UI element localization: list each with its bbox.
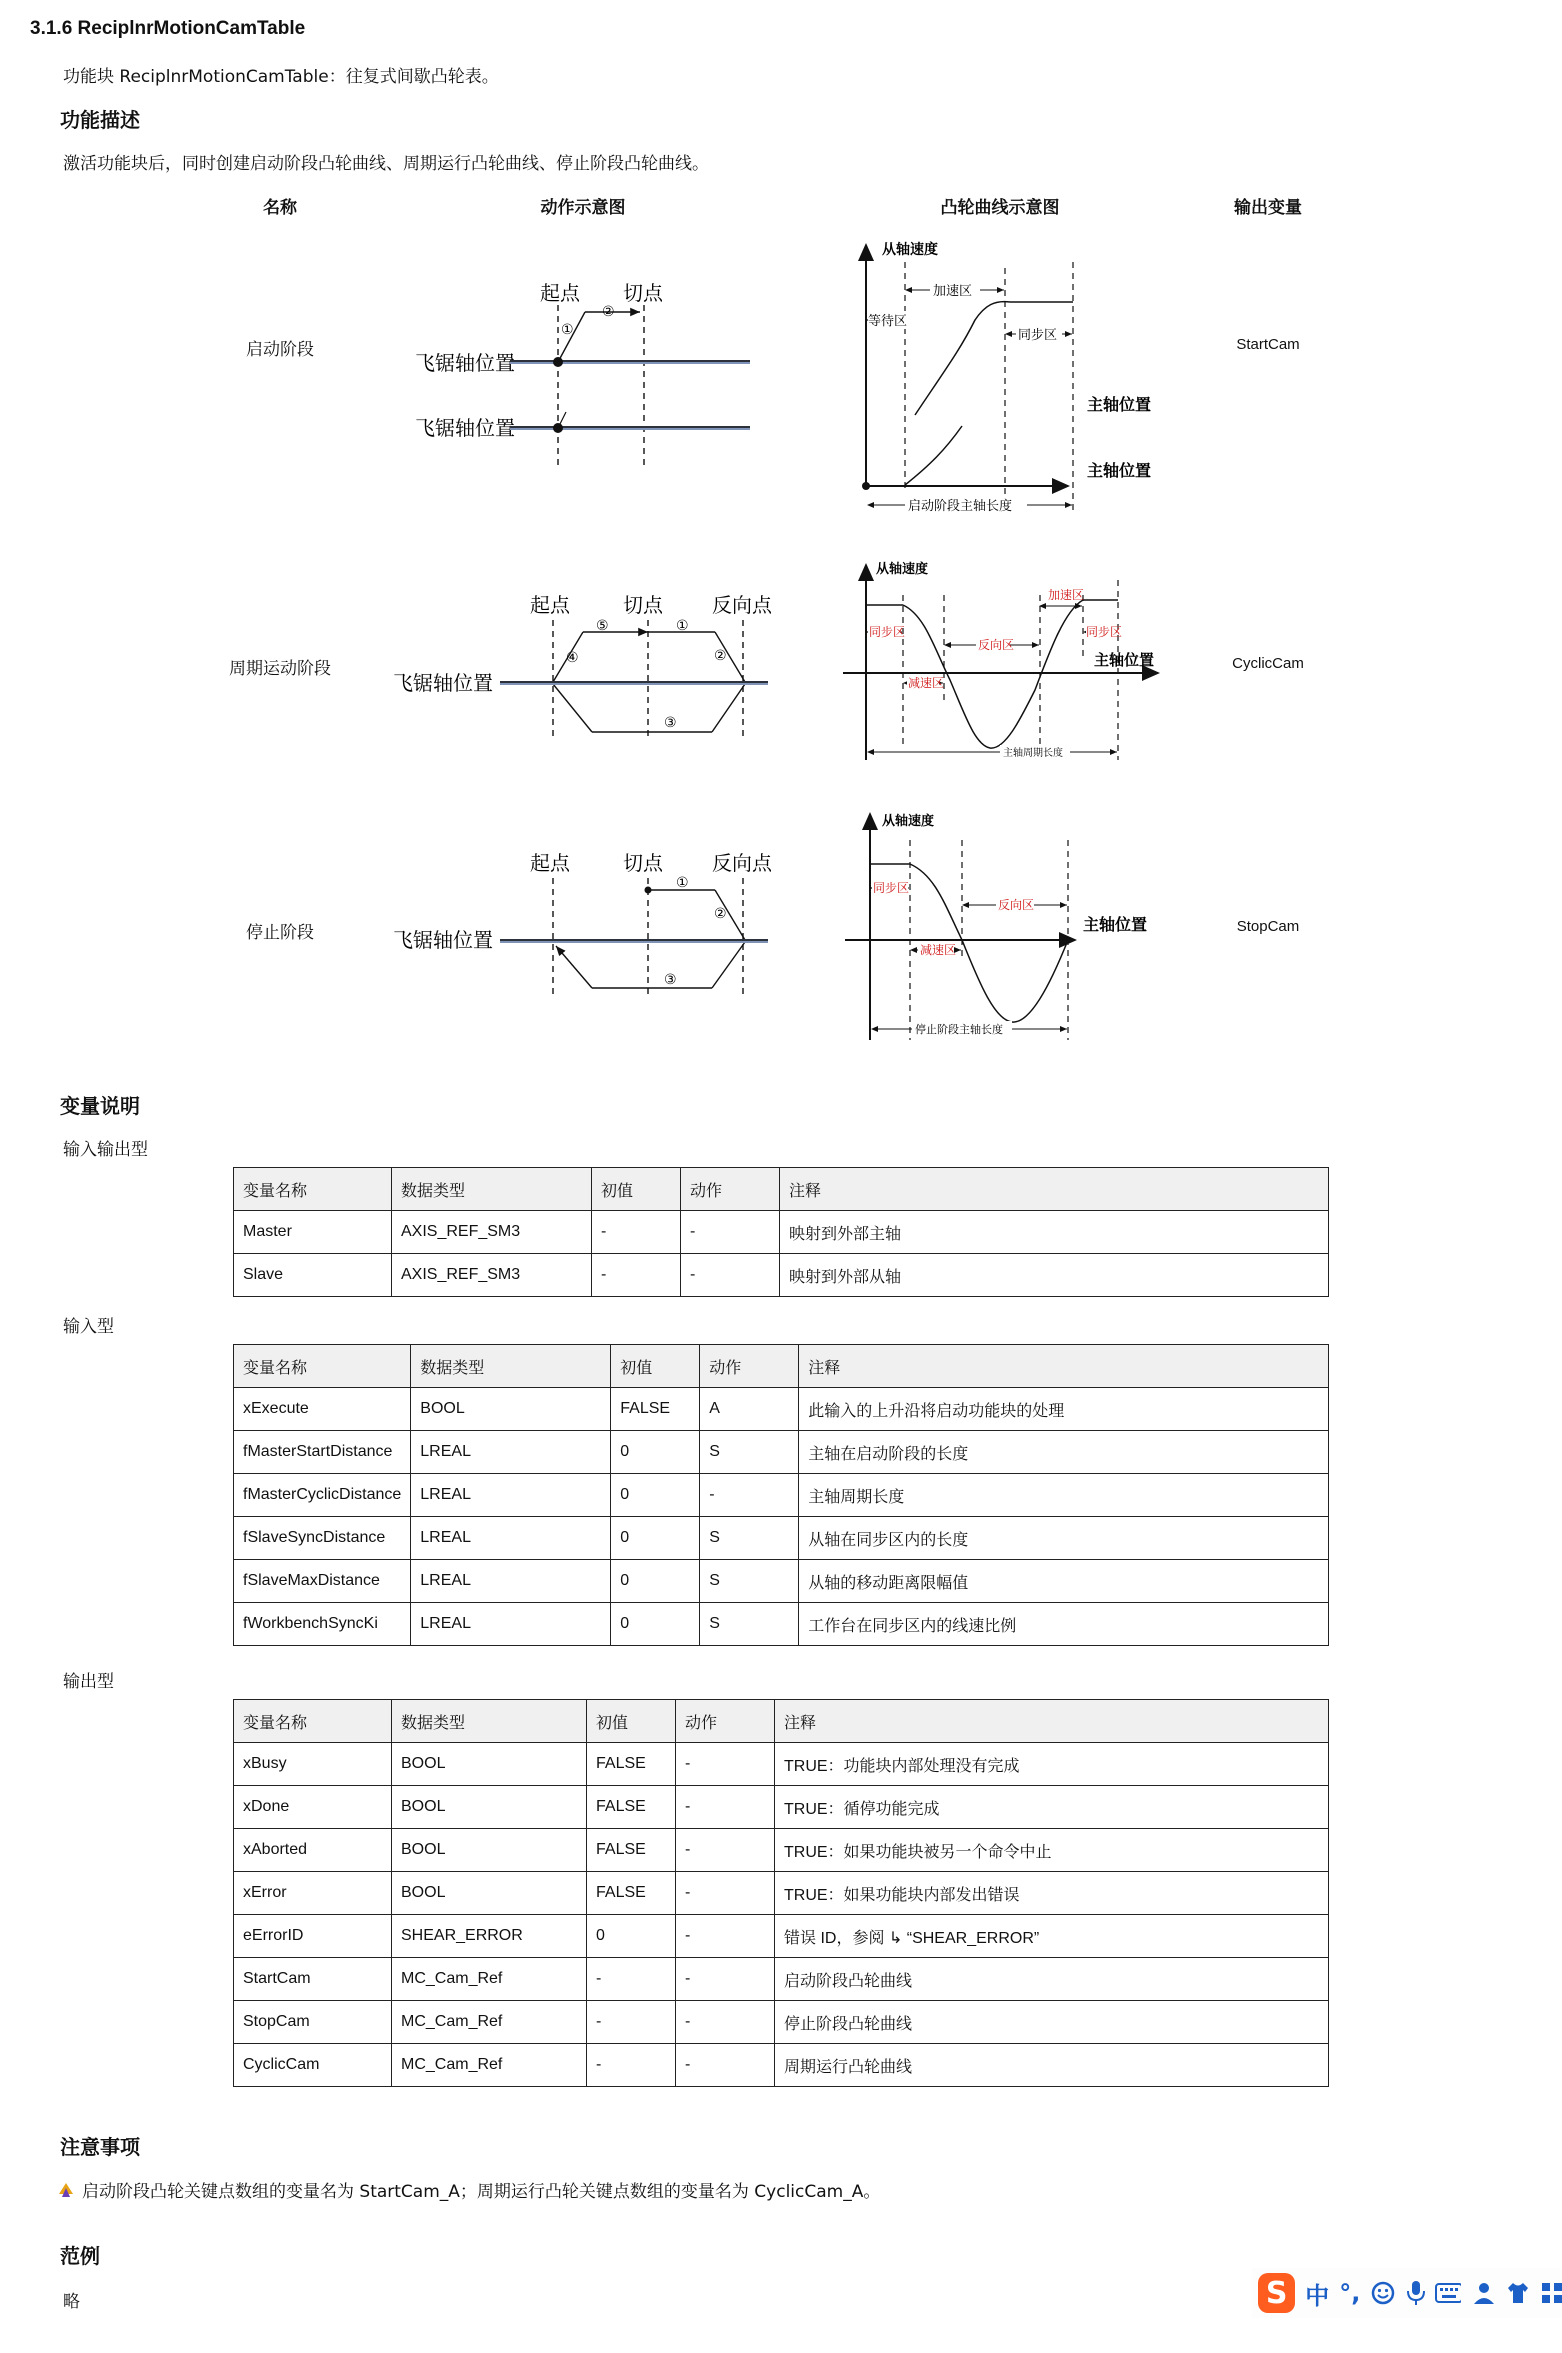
var-name-cell: fMasterCyclicDistance (234, 1474, 411, 1517)
data-type-cell: BOOL (411, 1388, 611, 1431)
data-type-cell: BOOL (392, 1829, 587, 1872)
table-row (234, 1254, 1329, 1297)
action-cell: S (700, 1603, 799, 1646)
action-cell: - (676, 1743, 775, 1786)
output-table (233, 1699, 1329, 2087)
table-row (234, 1743, 1329, 1786)
ov-row-name-start: 启动阶段 (246, 340, 314, 360)
saw-axis-label: 飞锯轴位置 (393, 928, 493, 952)
init-value-cell: FALSE (587, 1786, 676, 1829)
master-pos-label: 主轴位置 (1083, 915, 1148, 934)
table-row (234, 1211, 1329, 1254)
table-row (234, 1517, 1329, 1560)
action-cell: - (676, 1872, 775, 1915)
num-1-label: ① (561, 322, 574, 338)
slave-speed-label: 从轴速度 (882, 242, 938, 258)
comment-cell: 从轴的移动距离限幅值 (799, 1560, 1329, 1603)
master-pos-label: 主轴位置 (1094, 651, 1155, 669)
reverse-zone-label: 反向区 (998, 898, 1035, 912)
table-header-row (234, 1345, 1329, 1388)
init-value-cell: 0 (611, 1603, 700, 1646)
table-header-row (234, 1168, 1329, 1211)
action-cell: S (700, 1560, 799, 1603)
saw-axis-label: 飞锯轴位置 (415, 351, 515, 375)
table-row (234, 1603, 1329, 1646)
comment-cell: 主轴周期长度 (799, 1474, 1329, 1517)
master-pos-label: 主轴位置 (1087, 461, 1152, 480)
var-desc-heading: 变量说明 (60, 1094, 140, 1118)
saw-axis-label: 飞锯轴位置 (415, 416, 515, 440)
comment-cell: 主轴在启动阶段的长度 (799, 1431, 1329, 1474)
action-cell: S (700, 1431, 799, 1474)
col-header: 变量名称 (234, 1345, 411, 1388)
comment-cell: 映射到外部从轴 (780, 1254, 1329, 1297)
ov-col-name: 名称 (263, 198, 297, 218)
col-header: 变量名称 (234, 1700, 392, 1743)
data-type-cell: BOOL (392, 1786, 587, 1829)
var-name-cell: xAborted (234, 1829, 392, 1872)
action-cell: - (676, 2001, 775, 2044)
action-cell: - (676, 2044, 775, 2087)
num-1-label: ① (676, 875, 689, 891)
var-name-cell: xBusy (234, 1743, 392, 1786)
ov-row-name-cyclic: 周期运动阶段 (229, 659, 331, 679)
decel-zone-label: 减速区 (920, 943, 957, 957)
start-point-label: 起点 (530, 851, 570, 875)
ov-row-output-start: StartCam (1236, 336, 1300, 353)
num-3-label: ③ (664, 972, 677, 988)
input-label: 输入型 (63, 1317, 114, 1337)
init-value-cell: - (587, 1958, 676, 2001)
action-cell: - (676, 1786, 775, 1829)
grid-icon[interactable] (1540, 2281, 1562, 2305)
comment-cell: TRUE：循停功能完成 (775, 1786, 1329, 1829)
var-name-cell: fWorkbenchSyncKi (234, 1603, 411, 1646)
data-type-cell: LREAL (411, 1517, 611, 1560)
action-cell: - (681, 1211, 780, 1254)
slave-speed-label: 从轴速度 (876, 562, 929, 577)
section-title: 3.1.6 ReciplnrMotionCamTable (30, 18, 306, 39)
action-cell: - (676, 1829, 775, 1872)
reverse-zone-label: 反向区 (978, 638, 1015, 652)
action-cell: - (676, 1915, 775, 1958)
var-name-cell: Master (234, 1211, 392, 1254)
col-header: 数据类型 (392, 1168, 592, 1211)
keyboard-icon[interactable] (1435, 2282, 1461, 2304)
col-header: 变量名称 (234, 1168, 392, 1211)
var-name-cell: xExecute (234, 1388, 411, 1431)
data-type-cell: AXIS_REF_SM3 (392, 1254, 592, 1297)
ov-col-action: 动作示意图 (540, 198, 626, 218)
data-type-cell: BOOL (392, 1743, 587, 1786)
cut-point-label: 切点 (623, 851, 663, 875)
start-action-diagram (415, 281, 750, 470)
smile-icon[interactable] (1370, 2280, 1394, 2306)
action-cell: - (700, 1474, 799, 1517)
func-desc-heading: 功能描述 (60, 108, 140, 132)
init-value-cell: 0 (611, 1517, 700, 1560)
input-table (233, 1344, 1329, 1646)
var-name-cell: fSlaveMaxDistance (234, 1560, 411, 1603)
master-cycle-len-label: 主轴周期长度 (1003, 748, 1063, 759)
col-header: 初值 (611, 1345, 700, 1388)
shirt-icon[interactable] (1505, 2280, 1529, 2306)
cut-point-label: 切点 (623, 281, 663, 305)
col-header: 初值 (592, 1168, 681, 1211)
mic-icon[interactable] (1405, 2279, 1426, 2307)
stop-master-len-label: 停止阶段主轴长度 (915, 1023, 1003, 1036)
action-cell: - (681, 1254, 780, 1297)
col-header: 数据类型 (411, 1345, 611, 1388)
col-header: 动作 (681, 1168, 780, 1211)
func-desc-text: 激活功能块后，同时创建启动阶段凸轮曲线、周期运行凸轮曲线、停止阶段凸轮曲线。 (63, 154, 709, 174)
comment-cell: 周期运行凸轮曲线 (775, 2044, 1329, 2087)
init-value-cell: - (587, 2001, 676, 2044)
wait-zone-label: 等待区 (868, 314, 908, 329)
ov-col-output: 输出变量 (1234, 198, 1302, 218)
init-value-cell: - (592, 1254, 681, 1297)
ov-row-name-stop: 停止阶段 (246, 923, 314, 943)
comment-cell: 停止阶段凸轮曲线 (775, 2001, 1329, 2044)
table-row (234, 1958, 1329, 2001)
var-name-cell: StartCam (234, 1958, 392, 2001)
init-value-cell: FALSE (587, 1743, 676, 1786)
comment-cell: 启动阶段凸轮曲线 (775, 1958, 1329, 2001)
start-point-label: 起点 (530, 593, 570, 617)
table-row (234, 1431, 1329, 1474)
data-type-cell: BOOL (392, 1872, 587, 1915)
accel-zone-label: 加速区 (1048, 588, 1085, 602)
col-header: 初值 (587, 1700, 676, 1743)
init-value-cell: FALSE (611, 1388, 700, 1431)
ime-lang-toggle[interactable]: 中 (1305, 2281, 1330, 2310)
bullet-icon (58, 2182, 74, 2198)
table-row (234, 1474, 1329, 1517)
num-4-label: ④ (566, 650, 579, 666)
action-cell: S (700, 1517, 799, 1560)
ime-punct-toggle[interactable]: °, (1339, 2279, 1361, 2307)
init-value-cell: 0 (611, 1560, 700, 1603)
example-heading: 范例 (60, 2244, 100, 2268)
ov-col-cam: 凸轮曲线示意图 (940, 198, 1060, 218)
data-type-cell: SHEAR_ERROR (392, 1915, 587, 1958)
var-name-cell: xDone (234, 1786, 392, 1829)
sync-zone-label: 同步区 (873, 881, 910, 895)
table-row (234, 1872, 1329, 1915)
col-header: 注释 (799, 1345, 1329, 1388)
data-type-cell: MC_Cam_Ref (392, 1958, 587, 2001)
num-1-label: ① (676, 618, 689, 634)
user-icon[interactable] (1471, 2280, 1495, 2306)
data-type-cell: MC_Cam_Ref (392, 2001, 587, 2044)
var-name-cell: fSlaveSyncDistance (234, 1517, 411, 1560)
accel-zone-label: 加速区 (933, 284, 973, 299)
comment-cell: TRUE：如果功能块内部发出错误 (775, 1872, 1329, 1915)
data-type-cell: MC_Cam_Ref (392, 2044, 587, 2087)
inout-label: 输入输出型 (63, 1140, 148, 1160)
saw-axis-label: 飞锯轴位置 (393, 671, 493, 695)
col-header: 注释 (780, 1168, 1329, 1211)
decel-zone-label: 减速区 (908, 676, 945, 690)
table-row (234, 1915, 1329, 1958)
ime-toolbar[interactable] (1252, 2268, 1562, 2318)
num-5-label: ⑤ (596, 618, 609, 634)
col-header: 数据类型 (392, 1700, 587, 1743)
cyclic-cam-diagram (843, 561, 1158, 760)
col-header: 动作 (700, 1345, 799, 1388)
var-name-cell: StopCam (234, 2001, 392, 2044)
var-name-cell: Slave (234, 1254, 392, 1297)
init-value-cell: 0 (587, 1915, 676, 1958)
num-2-label: ② (602, 304, 615, 320)
var-name-cell: fMasterStartDistance (234, 1431, 411, 1474)
intro-text: 功能块 ReciplnrMotionCamTable：往复式间歇凸轮表。 (63, 67, 499, 87)
start-point-label: 起点 (540, 281, 580, 305)
action-cell: A (700, 1388, 799, 1431)
note-item (58, 2177, 880, 2202)
data-type-cell: LREAL (411, 1603, 611, 1646)
table-row (234, 1388, 1329, 1431)
var-name-cell: CyclicCam (234, 2044, 392, 2087)
overview-diagrams (0, 0, 1562, 1060)
comment-cell[interactable]: 错误 ID，参阅 ↳ “SHEAR_ERROR” (775, 1915, 1329, 1958)
table-row (234, 2044, 1329, 2087)
col-header: 注释 (775, 1700, 1329, 1743)
init-value-cell: FALSE (587, 1829, 676, 1872)
comment-cell: 从轴在同步区内的长度 (799, 1517, 1329, 1560)
init-value-cell: 0 (611, 1474, 700, 1517)
sync-zone-label: 同步区 (869, 625, 906, 639)
data-type-cell: AXIS_REF_SM3 (392, 1211, 592, 1254)
start-cam-diagram (862, 241, 1151, 514)
note-text: 启动阶段凸轮关键点数组的变量名为 StartCam_A；周期运行凸轮关键点数组的变量名为 CyclicCam_A。 (82, 2182, 881, 2202)
num-3-label: ③ (664, 715, 677, 731)
master-pos-label: 主轴位置 (1087, 395, 1152, 414)
data-type-cell: LREAL (411, 1560, 611, 1603)
sync-zone-label: 同步区 (1086, 625, 1123, 639)
table-row (234, 1560, 1329, 1603)
inout-table (233, 1167, 1329, 1297)
comment-cell: TRUE：如果功能块被另一个命令中止 (775, 1829, 1329, 1872)
data-type-cell: LREAL (411, 1474, 611, 1517)
table-row (234, 1786, 1329, 1829)
col-header: 动作 (676, 1700, 775, 1743)
num-2-label: ② (714, 648, 727, 664)
reverse-point-label: 反向点 (712, 851, 772, 875)
comment-cell: 工作台在同步区内的线速比例 (799, 1603, 1329, 1646)
action-cell: - (676, 1958, 775, 2001)
cyclic-action-diagram (393, 593, 773, 740)
stop-cam-diagram (845, 813, 1147, 1040)
num-2-label: ② (714, 906, 727, 922)
init-value-cell: - (592, 1211, 681, 1254)
table-row (234, 2001, 1329, 2044)
init-value-cell: 0 (611, 1431, 700, 1474)
reverse-point-label: 反向点 (712, 593, 772, 617)
init-value-cell: FALSE (587, 1872, 676, 1915)
ime-logo[interactable]: S (1258, 2273, 1295, 2313)
data-type-cell: LREAL (411, 1431, 611, 1474)
cut-point-label: 切点 (623, 593, 663, 617)
comment-cell: TRUE：功能块内部处理没有完成 (775, 1743, 1329, 1786)
notes-heading: 注意事项 (60, 2135, 140, 2159)
example-text: 略 (63, 2292, 80, 2312)
comment-cell: 此输入的上升沿将启动功能块的处理 (799, 1388, 1329, 1431)
comment-cell: 映射到外部主轴 (780, 1211, 1329, 1254)
var-name-cell: xError (234, 1872, 392, 1915)
table-header-row (234, 1700, 1329, 1743)
init-value-cell: - (587, 2044, 676, 2087)
var-name-cell: eErrorID (234, 1915, 392, 1958)
sync-zone-label: 同步区 (1018, 328, 1058, 343)
ov-row-output-stop: StopCam (1236, 918, 1300, 935)
stop-action-diagram (393, 851, 773, 995)
ov-row-output-cyclic: CyclicCam (1232, 655, 1304, 672)
start-master-len-label: 启动阶段主轴长度 (908, 499, 1013, 514)
table-row (234, 1829, 1329, 1872)
output-label: 输出型 (63, 1672, 114, 1692)
slave-speed-label: 从轴速度 (882, 814, 935, 829)
